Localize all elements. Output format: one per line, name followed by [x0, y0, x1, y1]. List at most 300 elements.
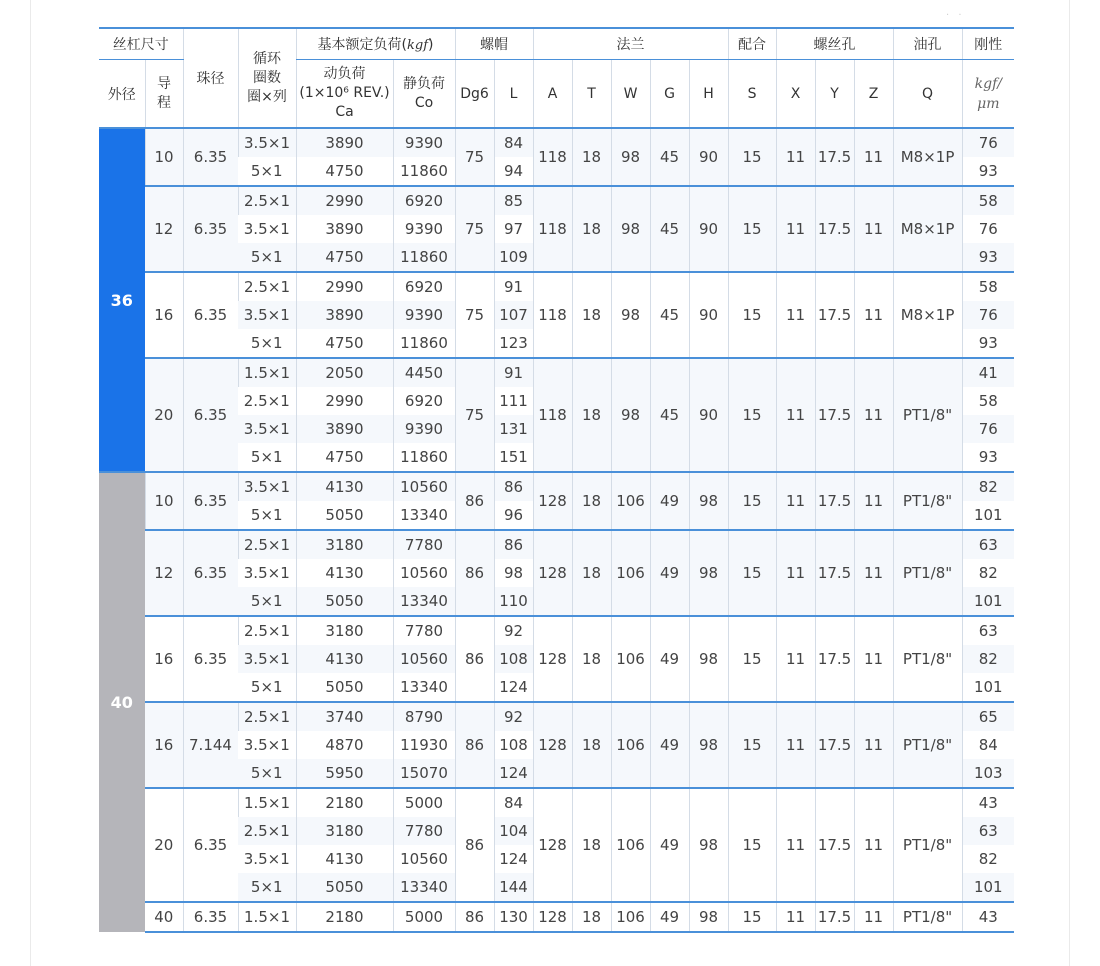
circuits-cell: 2.5×1 — [238, 186, 296, 215]
rigidity-cell: 58 — [962, 186, 1014, 215]
header-screw-size: 丝杠尺寸 — [99, 28, 183, 60]
h-cell: 90 — [689, 358, 728, 472]
h-cell: 98 — [689, 472, 728, 530]
header-rigidity-unit: kgf/ μm — [962, 60, 1014, 129]
header-s: S — [728, 60, 776, 129]
static-load-cell: 11860 — [393, 329, 455, 358]
z-cell: 11 — [854, 128, 893, 186]
s-cell: 15 — [728, 788, 776, 902]
t-cell: 18 — [572, 902, 611, 932]
header-x: X — [776, 60, 815, 129]
dynamic-load-cell: 3890 — [296, 128, 393, 157]
q-cell: PT1/8" — [893, 358, 962, 472]
circuits-cell: 5×1 — [238, 443, 296, 472]
w-cell: 98 — [611, 358, 650, 472]
z-cell: 11 — [854, 902, 893, 932]
t-cell: 18 — [572, 702, 611, 788]
lead-cell: 10 — [145, 128, 183, 186]
s-cell: 15 — [728, 702, 776, 788]
z-cell: 11 — [854, 702, 893, 788]
nut-length-cell: 124 — [494, 673, 533, 702]
a-cell: 128 — [533, 788, 572, 902]
dg6-cell: 75 — [455, 128, 494, 186]
static-load-cell: 13340 — [393, 673, 455, 702]
x-cell: 11 — [776, 272, 815, 358]
s-cell: 15 — [728, 530, 776, 616]
dynamic-load-cell: 4750 — [296, 329, 393, 358]
lead-cell: 12 — [145, 530, 183, 616]
x-cell: 11 — [776, 616, 815, 702]
ball-dia-cell: 6.35 — [183, 128, 238, 186]
table-row — [99, 472, 1014, 501]
z-cell: 11 — [854, 472, 893, 530]
t-cell: 18 — [572, 186, 611, 272]
w-cell: 106 — [611, 788, 650, 902]
circuits-cell: 3.5×1 — [238, 645, 296, 673]
static-load-cell: 11930 — [393, 731, 455, 759]
dynamic-load-cell: 3890 — [296, 415, 393, 443]
g-cell: 45 — [650, 272, 689, 358]
dynamic-load-cell: 4750 — [296, 243, 393, 272]
static-load-cell: 8790 — [393, 702, 455, 731]
header-oil-hole: 油孔 — [893, 28, 962, 60]
header-a: A — [533, 60, 572, 129]
header-flange: 法兰 — [533, 28, 728, 60]
static-load-cell: 7780 — [393, 817, 455, 845]
rigidity-cell: 93 — [962, 329, 1014, 358]
left-page-border — [30, 0, 31, 966]
w-cell: 106 — [611, 702, 650, 788]
circuits-cell: 3.5×1 — [238, 415, 296, 443]
rigidity-cell: 41 — [962, 358, 1014, 387]
circuits-cell: 3.5×1 — [238, 731, 296, 759]
nut-length-cell: 98 — [494, 559, 533, 587]
circuits-cell: 2.5×1 — [238, 817, 296, 845]
dynamic-load-cell: 4750 — [296, 157, 393, 186]
z-cell: 11 — [854, 530, 893, 616]
nut-length-cell: 94 — [494, 157, 533, 186]
nut-length-cell: 151 — [494, 443, 533, 472]
header-y: Y — [815, 60, 854, 129]
dynamic-load-cell: 4130 — [296, 845, 393, 873]
circuits-cell: 1.5×1 — [238, 788, 296, 817]
t-cell: 18 — [572, 530, 611, 616]
static-load-cell: 4450 — [393, 358, 455, 387]
dynamic-load-cell: 4130 — [296, 559, 393, 587]
table-row — [99, 186, 1014, 215]
q-cell: PT1/8" — [893, 472, 962, 530]
header-dynamic-load: 动负荷 (1×10⁶ REV.) Ca — [296, 60, 393, 129]
outer-diameter-cell: 36 — [99, 128, 145, 472]
g-cell: 45 — [650, 186, 689, 272]
x-cell: 11 — [776, 702, 815, 788]
header-outer-dia: 外径 — [99, 60, 145, 129]
h-cell: 98 — [689, 616, 728, 702]
header-z: Z — [854, 60, 893, 129]
dynamic-load-cell: 3180 — [296, 817, 393, 845]
nut-length-cell: 84 — [494, 128, 533, 157]
rigidity-cell: 82 — [962, 845, 1014, 873]
t-cell: 18 — [572, 272, 611, 358]
h-cell: 98 — [689, 902, 728, 932]
circuits-cell: 5×1 — [238, 759, 296, 788]
q-cell: PT1/8" — [893, 702, 962, 788]
dynamic-load-cell: 3740 — [296, 702, 393, 731]
circuits-cell: 3.5×1 — [238, 215, 296, 243]
header-screw-hole: 螺丝孔 — [776, 28, 893, 60]
dg6-cell: 86 — [455, 530, 494, 616]
table-row — [99, 128, 1014, 157]
nut-length-cell: 124 — [494, 845, 533, 873]
nut-length-cell: 96 — [494, 501, 533, 530]
circuits-cell: 3.5×1 — [238, 845, 296, 873]
nut-length-cell: 92 — [494, 616, 533, 645]
rigidity-cell: 76 — [962, 128, 1014, 157]
static-load-cell: 15070 — [393, 759, 455, 788]
decorative-dots: · · — [946, 10, 965, 21]
dynamic-load-cell: 4750 — [296, 443, 393, 472]
z-cell: 11 — [854, 186, 893, 272]
header-g: G — [650, 60, 689, 129]
static-load-cell: 9390 — [393, 415, 455, 443]
y-cell: 17.5 — [815, 358, 854, 472]
x-cell: 11 — [776, 788, 815, 902]
nut-length-cell: 108 — [494, 645, 533, 673]
a-cell: 128 — [533, 472, 572, 530]
x-cell: 11 — [776, 358, 815, 472]
dg6-cell: 86 — [455, 616, 494, 702]
header-rigidity: 刚性 — [962, 28, 1014, 60]
rigidity-cell: 76 — [962, 215, 1014, 243]
nut-length-cell: 144 — [494, 873, 533, 902]
rigidity-cell: 101 — [962, 501, 1014, 530]
x-cell: 11 — [776, 128, 815, 186]
dynamic-load-cell: 5050 — [296, 587, 393, 616]
static-load-cell: 10560 — [393, 559, 455, 587]
a-cell: 128 — [533, 702, 572, 788]
circuits-cell: 5×1 — [238, 243, 296, 272]
rigidity-cell: 82 — [962, 559, 1014, 587]
circuits-cell: 3.5×1 — [238, 559, 296, 587]
a-cell: 128 — [533, 530, 572, 616]
static-load-cell: 13340 — [393, 587, 455, 616]
circuits-cell: 2.5×1 — [238, 530, 296, 559]
outer-diameter-cell: 40 — [99, 472, 145, 932]
q-cell: M8×1P — [893, 186, 962, 272]
q-cell: PT1/8" — [893, 788, 962, 902]
h-cell: 90 — [689, 186, 728, 272]
a-cell: 118 — [533, 358, 572, 472]
rigidity-cell: 103 — [962, 759, 1014, 788]
h-cell: 98 — [689, 788, 728, 902]
nut-length-cell: 85 — [494, 186, 533, 215]
dynamic-load-cell: 2990 — [296, 272, 393, 301]
rigidity-cell: 43 — [962, 788, 1014, 817]
circuits-cell: 2.5×1 — [238, 272, 296, 301]
lead-cell: 12 — [145, 186, 183, 272]
dynamic-load-cell: 4870 — [296, 731, 393, 759]
h-cell: 98 — [689, 530, 728, 616]
a-cell: 128 — [533, 616, 572, 702]
ball-dia-cell: 6.35 — [183, 788, 238, 902]
static-load-cell: 11860 — [393, 243, 455, 272]
a-cell: 118 — [533, 128, 572, 186]
static-load-cell: 11860 — [393, 157, 455, 186]
rigidity-cell: 101 — [962, 873, 1014, 902]
dg6-cell: 86 — [455, 702, 494, 788]
header-nut: 螺帽 — [455, 28, 533, 60]
g-cell: 49 — [650, 702, 689, 788]
static-load-cell: 5000 — [393, 902, 455, 932]
table-row — [99, 616, 1014, 645]
y-cell: 17.5 — [815, 616, 854, 702]
g-cell: 45 — [650, 128, 689, 186]
rigidity-cell: 63 — [962, 530, 1014, 559]
z-cell: 11 — [854, 272, 893, 358]
ball-dia-cell: 6.35 — [183, 530, 238, 616]
ball-dia-cell: 6.35 — [183, 186, 238, 272]
circuits-cell: 5×1 — [238, 329, 296, 358]
static-load-cell: 10560 — [393, 472, 455, 501]
lead-cell: 16 — [145, 616, 183, 702]
ball-dia-cell: 6.35 — [183, 472, 238, 530]
static-load-cell: 7780 — [393, 530, 455, 559]
y-cell: 17.5 — [815, 788, 854, 902]
circuits-cell: 3.5×1 — [238, 472, 296, 501]
q-cell: PT1/8" — [893, 902, 962, 932]
y-cell: 17.5 — [815, 186, 854, 272]
nut-length-cell: 104 — [494, 817, 533, 845]
table-row — [99, 788, 1014, 817]
table-row — [99, 702, 1014, 731]
static-load-cell: 13340 — [393, 873, 455, 902]
rigidity-cell: 93 — [962, 443, 1014, 472]
lead-cell: 16 — [145, 702, 183, 788]
nut-length-cell: 86 — [494, 472, 533, 501]
a-cell: 118 — [533, 186, 572, 272]
t-cell: 18 — [572, 358, 611, 472]
w-cell: 106 — [611, 616, 650, 702]
nut-length-cell: 109 — [494, 243, 533, 272]
g-cell: 49 — [650, 788, 689, 902]
header-h: H — [689, 60, 728, 129]
rigidity-cell: 43 — [962, 902, 1014, 932]
lead-cell: 40 — [145, 902, 183, 932]
g-cell: 45 — [650, 358, 689, 472]
s-cell: 15 — [728, 902, 776, 932]
right-page-border — [1069, 0, 1070, 966]
s-cell: 15 — [728, 616, 776, 702]
circuits-cell: 5×1 — [238, 673, 296, 702]
h-cell: 90 — [689, 128, 728, 186]
dg6-cell: 75 — [455, 272, 494, 358]
static-load-cell: 11860 — [393, 443, 455, 472]
w-cell: 106 — [611, 472, 650, 530]
dynamic-load-cell: 5050 — [296, 501, 393, 530]
x-cell: 11 — [776, 530, 815, 616]
rigidity-cell: 93 — [962, 243, 1014, 272]
y-cell: 17.5 — [815, 902, 854, 932]
circuits-cell: 2.5×1 — [238, 387, 296, 415]
circuits-cell: 2.5×1 — [238, 702, 296, 731]
header-circuits: 循环 圈数 圈×列 — [238, 28, 296, 128]
dynamic-load-cell: 5950 — [296, 759, 393, 788]
s-cell: 15 — [728, 128, 776, 186]
s-cell: 15 — [728, 358, 776, 472]
header-w: W — [611, 60, 650, 129]
nut-length-cell: 92 — [494, 702, 533, 731]
rigidity-cell: 58 — [962, 272, 1014, 301]
nut-length-cell: 107 — [494, 301, 533, 329]
y-cell: 17.5 — [815, 702, 854, 788]
x-cell: 11 — [776, 186, 815, 272]
lead-cell: 10 — [145, 472, 183, 530]
lead-cell: 20 — [145, 358, 183, 472]
g-cell: 49 — [650, 530, 689, 616]
dynamic-load-cell: 3180 — [296, 616, 393, 645]
rigidity-cell: 82 — [962, 472, 1014, 501]
rigidity-cell: 58 — [962, 387, 1014, 415]
nut-length-cell: 84 — [494, 788, 533, 817]
ball-dia-cell: 6.35 — [183, 616, 238, 702]
x-cell: 11 — [776, 472, 815, 530]
dynamic-load-cell: 2990 — [296, 186, 393, 215]
circuits-cell: 3.5×1 — [238, 301, 296, 329]
header-lead: 导 程 — [145, 60, 183, 129]
g-cell: 49 — [650, 902, 689, 932]
header-ball-dia: 珠径 — [183, 28, 238, 128]
circuits-cell: 5×1 — [238, 501, 296, 530]
header-q: Q — [893, 60, 962, 129]
header-fit: 配合 — [728, 28, 776, 60]
ball-dia-cell: 6.35 — [183, 358, 238, 472]
dg6-cell: 86 — [455, 472, 494, 530]
a-cell: 118 — [533, 272, 572, 358]
dynamic-load-cell: 3180 — [296, 530, 393, 559]
nut-length-cell: 124 — [494, 759, 533, 788]
dynamic-load-cell: 2180 — [296, 902, 393, 932]
ball-dia-cell: 6.35 — [183, 902, 238, 932]
rigidity-cell: 101 — [962, 673, 1014, 702]
static-load-cell: 10560 — [393, 845, 455, 873]
s-cell: 15 — [728, 472, 776, 530]
header-t: T — [572, 60, 611, 129]
h-cell: 98 — [689, 702, 728, 788]
dynamic-load-cell: 2990 — [296, 387, 393, 415]
nut-length-cell: 86 — [494, 530, 533, 559]
w-cell: 98 — [611, 128, 650, 186]
header-static-load: 静负荷 Co — [393, 60, 455, 129]
rigidity-cell: 76 — [962, 415, 1014, 443]
ball-screw-spec-table — [99, 27, 1014, 933]
rigidity-cell: 82 — [962, 645, 1014, 673]
y-cell: 17.5 — [815, 128, 854, 186]
table-row — [99, 530, 1014, 559]
a-cell: 128 — [533, 902, 572, 932]
q-cell: PT1/8" — [893, 530, 962, 616]
static-load-cell: 7780 — [393, 616, 455, 645]
dynamic-load-cell: 3890 — [296, 215, 393, 243]
ball-dia-cell: 6.35 — [183, 272, 238, 358]
table-row — [99, 902, 1014, 932]
z-cell: 11 — [854, 616, 893, 702]
static-load-cell: 5000 — [393, 788, 455, 817]
header-rated-load: 基本额定负荷(kgf) — [296, 28, 455, 60]
dynamic-load-cell: 2050 — [296, 358, 393, 387]
nut-length-cell: 123 — [494, 329, 533, 358]
z-cell: 11 — [854, 788, 893, 902]
circuits-cell: 1.5×1 — [238, 358, 296, 387]
static-load-cell: 13340 — [393, 501, 455, 530]
t-cell: 18 — [572, 128, 611, 186]
table-row — [99, 358, 1014, 387]
s-cell: 15 — [728, 272, 776, 358]
rigidity-cell: 65 — [962, 702, 1014, 731]
header-dg6: Dg6 — [455, 60, 494, 129]
nut-length-cell: 111 — [494, 387, 533, 415]
dynamic-load-cell: 4130 — [296, 645, 393, 673]
dynamic-load-cell: 2180 — [296, 788, 393, 817]
q-cell: PT1/8" — [893, 616, 962, 702]
y-cell: 17.5 — [815, 530, 854, 616]
lead-cell: 20 — [145, 788, 183, 902]
nut-length-cell: 108 — [494, 731, 533, 759]
q-cell: M8×1P — [893, 272, 962, 358]
circuits-cell: 5×1 — [238, 157, 296, 186]
circuits-cell: 2.5×1 — [238, 616, 296, 645]
t-cell: 18 — [572, 616, 611, 702]
w-cell: 106 — [611, 902, 650, 932]
rigidity-cell: 101 — [962, 587, 1014, 616]
dynamic-load-cell: 3890 — [296, 301, 393, 329]
x-cell: 11 — [776, 902, 815, 932]
dg6-cell: 75 — [455, 358, 494, 472]
t-cell: 18 — [572, 472, 611, 530]
nut-length-cell: 131 — [494, 415, 533, 443]
static-load-cell: 6920 — [393, 272, 455, 301]
rigidity-cell: 76 — [962, 301, 1014, 329]
dynamic-load-cell: 4130 — [296, 472, 393, 501]
nut-length-cell: 91 — [494, 272, 533, 301]
nut-length-cell: 97 — [494, 215, 533, 243]
z-cell: 11 — [854, 358, 893, 472]
nut-length-cell: 130 — [494, 902, 533, 932]
dg6-cell: 86 — [455, 902, 494, 932]
static-load-cell: 10560 — [393, 645, 455, 673]
s-cell: 15 — [728, 186, 776, 272]
circuits-cell: 1.5×1 — [238, 902, 296, 932]
circuits-cell: 5×1 — [238, 873, 296, 902]
h-cell: 90 — [689, 272, 728, 358]
rigidity-cell: 63 — [962, 616, 1014, 645]
nut-length-cell: 110 — [494, 587, 533, 616]
t-cell: 18 — [572, 788, 611, 902]
static-load-cell: 9390 — [393, 301, 455, 329]
rigidity-cell: 93 — [962, 157, 1014, 186]
rigidity-cell: 63 — [962, 817, 1014, 845]
w-cell: 106 — [611, 530, 650, 616]
table-body — [99, 128, 1014, 932]
y-cell: 17.5 — [815, 472, 854, 530]
ball-dia-cell: 7.144 — [183, 702, 238, 788]
static-load-cell: 9390 — [393, 215, 455, 243]
g-cell: 49 — [650, 616, 689, 702]
w-cell: 98 — [611, 272, 650, 358]
dg6-cell: 75 — [455, 186, 494, 272]
circuits-cell: 5×1 — [238, 587, 296, 616]
g-cell: 49 — [650, 472, 689, 530]
header-l: L — [494, 60, 533, 129]
